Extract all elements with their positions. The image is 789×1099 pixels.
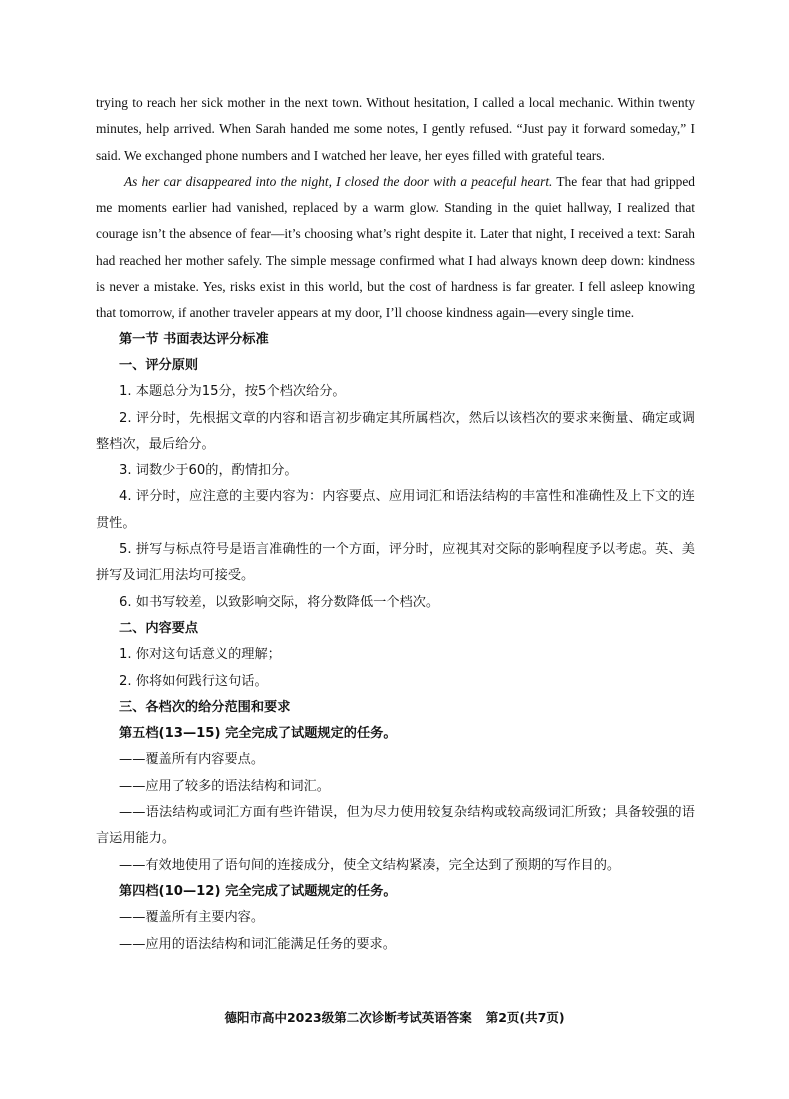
footer-page-number: 第2页(共7页) — [485, 1010, 565, 1025]
principle-item: 6. 如书写较差，以致影响交际，将分数降低一个档次。 — [119, 594, 440, 610]
section-title: 第一节 书面表达评分标准 — [119, 331, 269, 347]
principle-item: 1. 本题总分为15分，按5个档次给分。 — [119, 384, 346, 400]
content-points-title: 二、内容要点 — [119, 620, 199, 636]
level-5-item: ——覆盖所有内容要点。 — [119, 752, 265, 768]
principle-item: 3. 词数少于60的，酌情扣分。 — [119, 463, 298, 479]
level-5-item: ——语法结构或词汇方面有些许错误，但为尽力使用较复杂结构或较高级词汇所致；具备较强的语言运用能力。 — [96, 805, 695, 847]
principle-item: 4. 评分时，应注意的主要内容为：内容要点、应用词汇和语法结构的丰富性和准确性及上下文的连贯性。 — [96, 489, 695, 531]
level-4-item: ——覆盖所有主要内容。 — [119, 910, 265, 926]
footer-exam-title: 德阳市高中2023级第二次诊断考试英语答案 — [224, 1010, 472, 1025]
essay-italic-sentence: As her car disappeared into the night, I closed the door with a peaceful heart. — [124, 173, 553, 189]
principle-item: 2. 评分时，先根据文章的内容和语言初步确定其所属档次，然后以该档次的要求来衡量、确定或调整档次，最后给分。 — [96, 410, 695, 452]
principle-item: 5. 拼写与标点符号是语言准确性的一个方面，评分时，应视其对交际的影响程度予以考虑。英、美拼写及词汇用法均可接受。 — [96, 542, 695, 584]
level-4-item: ——应用的语法结构和词汇能满足任务的要求。 — [119, 936, 396, 952]
essay-paragraph-2-text: The fear that had gripped me moments earlier had vanished, replaced by a warm glow. Standing in the quiet hallway, I realized that courage isn’t the absence of fear—it’s choosing what’s right despite it. Later that night, I received a text: Sarah had reached her mother safely. The simple message confirmed what I had always known deep down: kindness is never a mistake. Yes, risks exist in this world, but the cost of hardness is far greater. I fell asleep knowing that tomorrow, if another traveler appears at my door, I’ll choose kindness again—every single time. — [96, 173, 695, 321]
content-point-item: 1. 你对这句话意义的理解； — [119, 647, 281, 663]
level-4-title: 第四档(10—12) 完全完成了试题规定的任务。 — [119, 883, 397, 899]
levels-title: 三、各档次的给分范围和要求 — [119, 699, 291, 715]
level-5-title: 第五档(13—15) 完全完成了试题规定的任务。 — [119, 726, 397, 742]
content-point-item: 2. 你将如何践行这句话。 — [119, 673, 268, 689]
page-footer — [0, 1008, 789, 1026]
level-5-item: ——应用了较多的语法结构和词汇。 — [119, 778, 330, 794]
level-5-item: ——有效地使用了语句间的连接成分，使全文结构紧凑，完全达到了预期的写作目的。 — [119, 857, 621, 873]
essay-paragraph-2 — [96, 169, 695, 327]
principles-title: 一、评分原则 — [119, 357, 199, 373]
essay-paragraph-1: trying to reach her sick mother in the next town. Without hesitation, I called a local mechanic. Within twenty minutes, help arrived. When Sarah handed me some notes, I gently refused. “Just pay it forward someday,” I said. We exchanged phone numbers and I watched her leave, her eyes filled with grateful tears. — [96, 95, 695, 163]
